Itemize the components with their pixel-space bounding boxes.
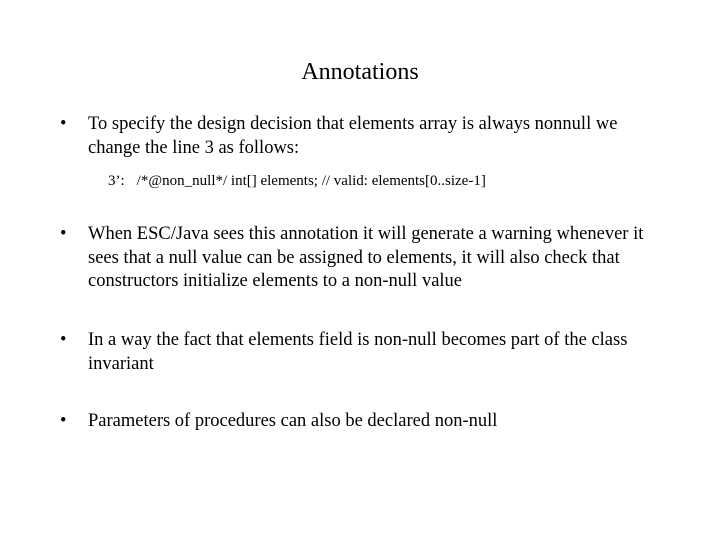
bullet-item <box>60 410 660 434</box>
bullet-icon: • <box>60 224 67 244</box>
code-line-number: 3’: <box>108 173 125 189</box>
code-text: /*@non_null*/ int[] elements; // valid: elements[0..size-1] <box>136 173 486 189</box>
bullet-text: In a way the fact that elements field is non-null becomes part of the class invariant <box>88 330 628 374</box>
bullet-item <box>60 329 660 376</box>
bullet-item <box>60 223 660 294</box>
bullet-icon: • <box>60 114 67 134</box>
bullet-text: To specify the design decision that elements array is always nonnull we change the line 3 as follows: <box>88 114 618 158</box>
bullet-item <box>60 113 660 160</box>
slide-title: Annotations <box>301 59 419 85</box>
bullet-icon: • <box>60 330 67 350</box>
bullet-text: When ESC/Java sees this annotation it will generate a warning whenever it sees that a null value can be assigned to elements, it will also check that constructors initialize elements to a non-null value <box>88 224 644 291</box>
bullet-text: Parameters of procedures can also be declared non-null <box>88 411 498 431</box>
bullet-icon: • <box>60 411 67 431</box>
code-example-line <box>108 170 486 192</box>
